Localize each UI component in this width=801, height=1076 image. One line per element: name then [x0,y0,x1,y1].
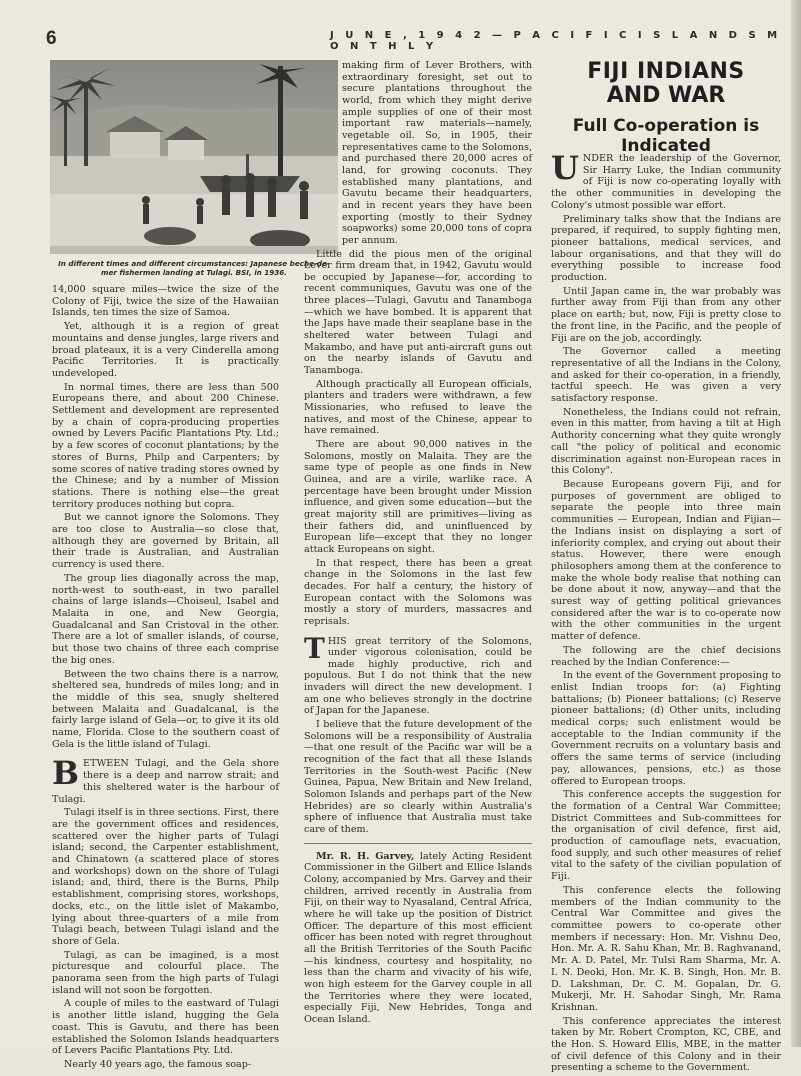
column-2 [304,60,532,1028]
page-number: 6 [46,28,57,49]
photo-illustration [50,60,338,254]
col3-dropcap-paragraph [551,149,781,212]
page-edge-shadow [791,0,801,1047]
drop-cap-u: U [551,149,579,187]
tulagi-photo [50,60,338,254]
col3-paragraph: Because Europeans govern Fiji, and for purposes of government are obliged to separate the people into three main communities — European, Indian and Fijian—the Indians insist on displaying a sort of inferiority complex, and crying out about their status. However, there were enough philosophers among them at the conference to make the whole body realise that nothing can be done about it now, anyway—and that the surest way of getting political grievances considered after the war is to co-operate now with the other communities in the urgent matter of defence. [551,478,781,643]
fiji-indians-headline [551,60,781,156]
col1-paragraph: Yet, although it is a region of great mountains and dense jungles, large rivers and broad plateaux, it is a very Cinderella among Pacific Territories. It is practically undeveloped. [52,321,279,379]
col3-paragraph: This conference accepts the suggestion for the formation of a Central War Committee; District Committees and Sub-committees for the organisation of civil defence, first aid, production of camouflage nets, evacuation, food supply, and such other measures of relief vital to the safety of the civilian population of Fiji. [551,789,781,883]
col2-paragraph: Little did the pious men of the original Lever firm dream that, in 1942, Gavutu would be occupied by Japanese—for, according to recent communiques, Gavutu was one of the three places—Tulagi, Gavutu and Tanamboga—which we have bombed. It is apparent that the Japs have made their seaplane base in the sheltered water between Tulagi and Makambo, and have put anti-aircraft guns out on the nearby islands of Gavutu and Tanamboga. [304,248,532,377]
col2-paragraph: In that respect, there has been a great change in the Solomons in the last few decades. For half a century, the history of European contact with the Solomons was mostly a story of murders, massacres and reprisals. [304,557,532,627]
col3-dropcap-text: NDER the leadership of the Governor, Sir Harry Luke, the Indian community of Fiji is now co-operating loyally with the other communities in developing the Colony's utmost possible war effort. [551,153,781,211]
col3-paragraph: In the event of the Government proposing to enlist Indian troops for: (a) Fighting battalions; (b) Pioneer battalions; (c) Reserve pioneer battalions; (d) Other units, including medical corps; such enlistment would be acceptable to the Indian community if the Government recruits on a voluntary basis and offers the same terms of service (including pay, allowances, pensions, etc.) as those offered to European troops. [551,670,781,787]
garvey-note [304,851,532,1026]
running-header: J U N E , 1 9 4 2 — P A C I F I C I S L A N D S M O N T H L Y [330,30,782,52]
column-1 [52,284,279,1073]
col1-paragraph: Tulagi, as can be imagined, is a most picturesque and colourful place. The panorama seen from the high parts of Tulagi island will not soon be forgotten. [52,949,279,996]
col2-paragraph: I believe that the future development of the Solomons will be a responsibility of Australia—that one result of the Pacific war will be a recognition of the fact that all these Islands Territories in the South-west Pacific (New Guinea, Papua, New Britain and New Ireland, Solomon Islands and perhaps part of the New Hebrides) are so clearly within Australia's sphere of influence that Australia must take care of them. [304,719,532,835]
col1-paragraph: Tulagi itself is in three sections. First, there are the government offices and residences, scattered over the higher parts of Tulagi island; second, the Carpenter establishment, and Chinatown (a scattered place of stores and workshops) down on the shore of Tulagi island; and, third, there is the Burns, Philp establishment, comprising stores, workshops, docks, etc., on the little islet of Makambo, lying about three-quarters of a mile from Tulagi beach, between Tulagi island and the shore of Gela. [52,807,279,947]
col1-paragraph: 14,000 square miles—twice the size of the Colony of Fiji, twice the size of the Hawaiian Islands, ten times the size of Samoa. [52,284,279,319]
drop-cap-b: B [52,754,80,793]
col3-paragraph: This conference appreciates the interest taken by Mr. Robert Crompton, KC, CBE, and the Hon. S. Howard Ellis, MBE, in the matter of civil defence of this Colony and in their presenting a scheme to the Government. [551,1015,781,1074]
col3-paragraph: Nonetheless, the Indians could not refrain, even in this matter, from having a tilt at High Authority concerning what they quite wrongly call "the policy of political and economic discrimination against non-European races in this Colony". [551,406,781,477]
col1-paragraph: Nearly 40 years ago, the famous soap- [64,1059,252,1070]
col3-paragraph: The Governor called a meeting representative of all the Indians in the Colony, and asked for their co-operation, in a friendly, tactful speech. He was given a very satisfactory response. [551,346,781,405]
col1-dropcap-paragraph [52,754,279,805]
col1-paragraph: In normal times, there are less than 500 Europeans there, and about 200 Chinese. Settlement and development are represented by a chain of copra-producing properties owned by Levers Pacific Plantations Pty. Ltd.; by a few scores of coconut plantations; by the stores of Burns, Philp and Carpenters; by some scores of native trading stores owned by the Chinese; and by a number of Mission stations. There is nothing else—the great territory produces nothing but copra. [52,381,279,510]
garvey-text: lately Acting Resident Commissioner in the Gilbert and Ellice Islands Colony, accompanied by Mrs. Garvey and their children, arrived recently in Australia from Fiji, on their way to Nyasaland, Central Africa, where he will take up the position of District Officer. The departure of this most efficient officer has been noted with regret throughout all the British Territories of the South Pacific—his kindness, courtesy and hospitality, no less than the charm and vivacity of his wife, won high esteem for the Garvey couple in all the Territories where they were located, especially Fiji, New Hebrides, Tonga and Ocean Island. [304,850,533,1025]
col1-dropcap-text: ETWEEN Tulagi, and the Gela shore there is a deep and narrow strait; and this sheltered water is the harbour of Tulagi. [52,758,279,805]
photo-caption: In different times and different circumstances: Japanese beche-de-mer fishermen landing at Tulagi. BSI, in 1936. [58,259,330,277]
col2-dropcap-text: HIS great territory of the Solomons, under vigorous colonisation, could be made highly productive, rich and populous. But I do not think that the new invaders will direct the new development. I am one who believes strongly in the doctrine of Japan for the Japanese. [304,635,532,717]
section-divider [304,843,532,844]
drop-cap-t: T [304,631,325,665]
col3-paragraph: Until Japan came in, the war probably was further away from Fiji than from any other place on earth; but, now, Fiji is pretty close to the front line, in the Pacific, and the people of Fiji are on the job, accordingly. [551,285,781,344]
headline-line-2: AND WAR [606,83,726,108]
col3-paragraph: Preliminary talks show that the Indians are prepared, if required, to supply fighting men, pioneer battalions, medical services, and labour organisations, and that they will do everything possible to increase food production. [551,213,781,284]
garvey-name: Mr. R. H. Garvey, [316,850,415,862]
headline-subhead: Full Co-operation is Indicated [572,116,760,156]
col1-paragraph: The group lies diagonally across the map, north-west to south-east, in two parallel chains of large islands—Choiseul, Isabel and Malaita in one, and New Georgia, Guadalcanal and San Cristoval in the other. There are a lot of smaller islands, of course, but those two chains of three each comprise the big ones. [52,572,279,666]
column-3 [551,149,781,1076]
col1-paragraph: But we cannot ignore the Solomons. They are too close to Australia—so close that, although they are governed by Britain, all their trade is Australian, and Australian currency is used there. [52,512,279,571]
col2-paragraph: making firm of Lever Brothers, with extraordinary foresight, set out to secure plantations throughout the world, from which they might derive ample supplies of one of their most important raw materials—namely, vegetable oil. So, in 1905, their representatives came to the Solomons, and purchased there 20,000 acres of land, for growing coconuts. They established many plantations, and Gavutu became their headquarters, and in recent years they have been exporting (mostly to their Sydney soapworks) some 20,000 tons of copra per annum. [342,60,532,246]
col2-dropcap-paragraph [304,631,532,718]
col2-paragraph: There are about 90,000 natives in the Solomons, mostly on Malaita. They are the same type of people as one finds in New Guinea, and are a virile, warlike race. A percentage have been brought under Mission influence, and given some education—but the great majority still are primitives—living as their fathers did, and uninfluenced by European life—except that they no longer attack Europeans on sight. [304,439,532,555]
col1-paragraph: A couple of miles to the eastward of Tulagi is another little island, hugging the Gela coast. This is Gavutu, and there has been established the Solomon Islands headquarters of Levers Pacific Plantations Pty. Ltd. [52,998,279,1057]
col2-paragraph: Although practically all European officials, planters and traders were withdrawn, a few Missionaries, who refused to leave the natives, and most of the Chinese, appear to have remained. [304,378,532,437]
col1-paragraph: Between the two chains there is a narrow, sheltered sea, hundreds of miles long; and in the middle of this sea, snugly sheltered between Malaita and Guadalcanal, is the fairly large island of Gela—or, to give it its old name, Florida. Close to the southern coast of Gela is the little island of Tulagi. [52,668,279,750]
col3-paragraph: The following are the chief decisions reached by the Indian Conference:— [551,644,781,668]
headline-line-1: FIJI INDIANS [587,59,745,84]
col3-paragraph: This conference elects the following members of the Indian community to the Central War Committee and gives the committee powers to co-operate other members if necessary: Hon. Mr. Vishnu Deo, Hon. Mr. A. R. Sahu Khan, Mr. B. Raghvanand, Mr. A. D. Patel, Mr. Tulsi Ram Sharma, Mr. A. I. N. Deoki, Hon. Mr. K. B. Singh, Hon. Mr. B. D. Lakshman, Dr. C. M. Gopalan, Dr. G. Mukerji, Mr. H. Sahodar Singh, Mr. Rama Krishnan. [551,884,781,1013]
